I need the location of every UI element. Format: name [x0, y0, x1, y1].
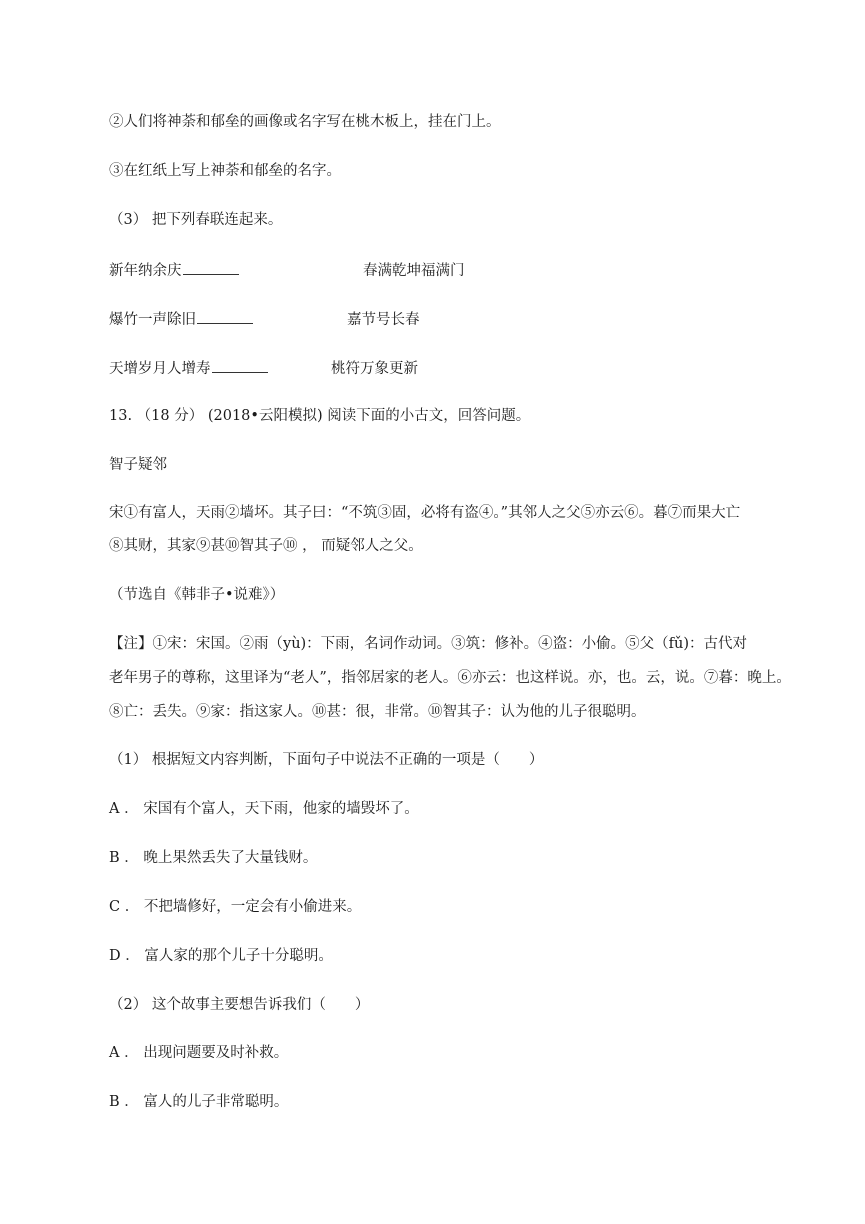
option-line-2: ②人们将神荼和郁垒的画像或名字写在桃木板上，挂在门上。 [109, 114, 501, 130]
note-line-3: ⑧亡：丢失。⑨家：指这家人。⑩甚：很，非常。⑩智其子：认为他的儿子很聪明。 [109, 704, 646, 720]
couplet-row-1 [109, 259, 809, 279]
passage-source: （节选自《韩非子•说难》） [109, 587, 285, 603]
option-line-3: ③在红纸上写上神荼和郁垒的名字。 [109, 163, 341, 179]
couplet-row-2 [109, 308, 809, 328]
passage-title: 智子疑邻 [109, 457, 167, 473]
answer-blank[interactable] [197, 309, 253, 324]
couplet-right: 桃符万象更新 [331, 361, 418, 377]
option-d[interactable]: D ． 富人家的那个儿子十分聪明。 [109, 948, 333, 964]
passage-text-line-2: ⑧其财，其家⑨甚⑩智其子⑩ ， 而疑邻人之父。 [109, 538, 423, 554]
subquestion-1: （1） 根据短文内容判断，下面句子中说法不正确的一项是（ ） [109, 752, 544, 768]
question-3: （3） 把下列春联连起来。 [109, 212, 283, 228]
question-13-header: 13. （18 分） (2018•云阳模拟) 阅读下面的小古文，回答问题。 [109, 408, 531, 424]
option-a[interactable]: A ． 出现问题要及时补救。 [109, 1045, 289, 1061]
subquestion-2: （2） 这个故事主要想告诉我们（ ） [109, 997, 370, 1013]
option-b[interactable]: B ． 富人的儿子非常聪明。 [109, 1094, 289, 1110]
option-b[interactable]: B ． 晚上果然丢失了大量钱财。 [109, 850, 318, 866]
note-line-2: 老年男子的尊称，这里译为“老人”，指邻居家的老人。⑥亦云：也这样说。亦，也。云，说。⑦暮：晚上。 [109, 670, 791, 686]
option-c[interactable]: C ． 不把墙修好，一定会有小偷进来。 [109, 899, 362, 915]
note-line-1: 【注】①宋：宋国。②雨（yù)：下雨，名词作动词。③筑：修补。④盗：小偷。⑤父（fǔ)：古代对 [109, 636, 748, 652]
couplet-right: 春满乾坤福满门 [363, 263, 465, 279]
couplet-left: 爆竹一声除旧 [109, 312, 196, 328]
couplet-row-3 [109, 357, 809, 377]
couplet-left: 天增岁月人增寿 [109, 361, 211, 377]
option-a[interactable]: A ． 宋国有个富人，天下雨，他家的墙毁坏了。 [109, 801, 419, 817]
answer-blank[interactable] [183, 260, 239, 275]
couplet-right: 嘉节号长春 [347, 312, 420, 328]
couplet-left: 新年纳余庆 [109, 263, 182, 279]
passage-text-line-1: 宋①有富人，天雨②墙坏。其子曰：“不筑③固，必将有盗④。”其邻人之父⑤亦云⑥。暮⑦而果大亡 [109, 505, 741, 521]
answer-blank[interactable] [212, 358, 268, 373]
